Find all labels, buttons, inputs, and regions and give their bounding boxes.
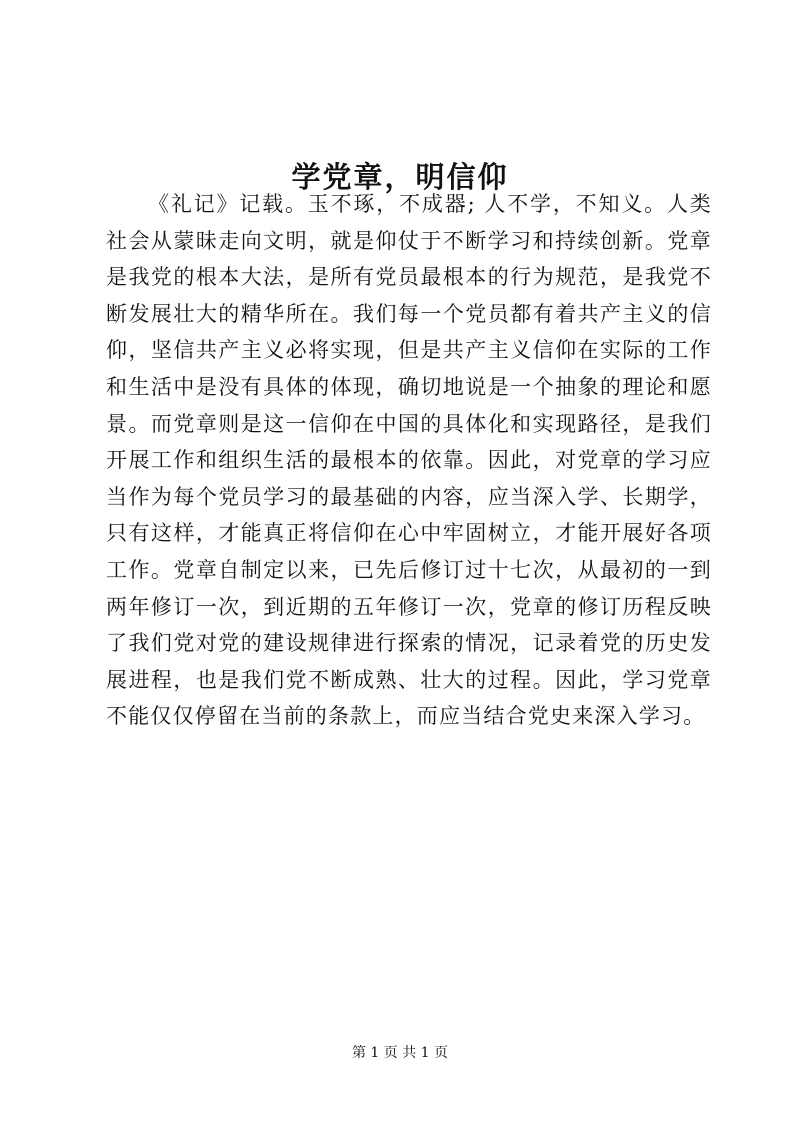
page-footer: 第 1 页 共 1 页 — [351, 1045, 449, 1061]
document-title: 学党章，明信仰 — [291, 160, 509, 195]
body-paragraph: 《礼记》记载。玉不琢，不成器; 人不学，不知义。人类社会从蒙昧走向文明，就是仰仗于不断学习和持续创新。党章是我党的根本大法，是所有党员最根本的行为规范，是我党不断发展壮大的精华所在。我们每一个党员都有着共产主义的信仰，坚信共产主义必将实现，但是共产主义信仰在实际的工作和生活中是没有具体的体现，确切地说是一个抽象的理论和愿景。而党章则是这一信仰在中国的具体化和实现路径，是我们开展工作和组织生活的最根本的依靠。因此，对党章的学习应当作为每个党员学习的最基础的内容，应当深入学、长期学，只有这样，才能真正将信仰在心中牢固树立，才能开展好各项工作。党章自制定以来，已先后修订过十七次，从最初的一到两年修订一次，到近期的五年修订一次，党章的修订历程反映了我们党对党的建设规律进行探索的情况，记录着党的历史发展进程，也是我们党不断成熟、壮大的过程。因此，学习党章不能仅仅停留在当前的条款上，而应当结合党史来深入学习。 — [106, 192, 712, 729]
